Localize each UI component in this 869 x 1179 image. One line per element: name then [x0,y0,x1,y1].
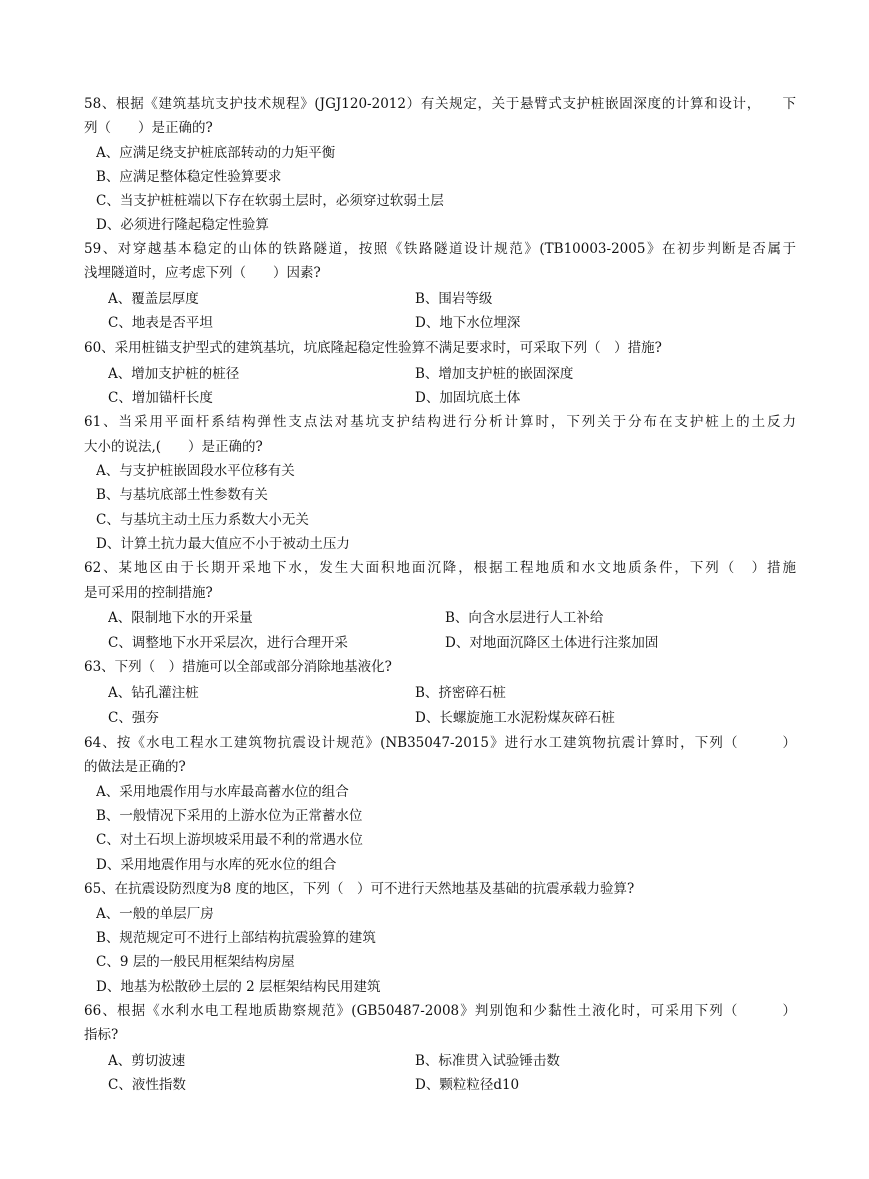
question-64-option-a: A、采用地震作用与水库最高蓄水位的组合 [96,784,349,800]
question-62-option-a: A、限制地下水的开采量 [108,610,253,626]
question-65-option-c: C、9 层的一般民用框架结构房屋 [96,954,295,970]
question-66-option-a: A、剪切波速 [108,1053,186,1069]
question-64-stem-line-2: 的做法是正确的? [84,759,186,775]
question-58-option-c: C、当支护桩桩端以下存在软弱土层时，必须穿过软弱土层 [96,193,444,209]
question-63-option-c: C、强夯 [108,710,159,726]
question-65-stem-line-1: 65、在抗震设防烈度为8 度的地区，下列（ ）可不进行天然地基及基础的抗震承载力验算? [84,881,635,897]
question-60-option-d: D、加固坑底土体 [415,390,521,406]
question-63-stem-line-1: 63、下列（ ）措施可以全部或部分消除地基液化? [84,659,392,675]
question-64-option-d: D、采用地震作用与水库的死水位的组合 [96,857,337,873]
question-58-option-b: B、应满足整体稳定性验算要求 [96,169,282,185]
question-59-option-b: B、围岩等级 [415,291,493,307]
question-64-stem-line-1: 64、按《水电工程水工建筑物抗震设计规范》(NB35047-2015》进行水工建筑物抗震计算时，下列（ ） [84,735,796,751]
question-59-option-a: A、覆盖层厚度 [108,291,199,307]
question-62-stem-line-1: 62、某地区由于长期开采地下水，发生大面积地面沉降，根据工程地质和水文地质条件，下列（ ）措施 [84,560,796,576]
question-61-option-a: A、与支护桩嵌固段水平位移有关 [96,463,295,479]
question-59-option-d: D、地下水位埋深 [415,315,521,331]
question-60-option-a: A、增加支护桩的桩径 [108,366,240,382]
question-66-option-b: B、标准贯入试验锤击数 [415,1053,560,1069]
question-61-stem-line-1: 61、当采用平面杆系结构弹性支点法对基坑支护结构进行分析计算时，下列关于分布在支护桩上的土反力 [84,414,796,430]
question-64-option-b: B、一般情况下采用的上游水位为正常蓄水位 [96,808,363,824]
question-65-option-b: B、规范规定可不进行上部结构抗震验算的建筑 [96,930,376,946]
question-59-stem-line-1: 59、对穿越基本稳定的山体的铁路隧道，按照《铁路隧道设计规范》(TB10003-2005》在初步判断是否属于 [84,241,796,257]
question-62-option-c: C、调整地下水开采层次，进行合理开采 [108,635,348,651]
question-59-stem-line-2: 浅埋隧道时，应考虑下列（ ）因素? [84,265,321,281]
question-61-stem-line-2: 大小的说法,( ）是正确的? [84,439,263,455]
question-66-option-c: C、液性指数 [108,1077,186,1093]
question-59-option-c: C、地表是否平坦 [108,315,213,331]
question-62-stem-line-2: 是可采用的控制措施? [84,585,213,601]
question-62-option-d: D、对地面沉降区土体进行注浆加固 [445,635,659,651]
question-63-option-d: D、长螺旋施工水泥粉煤灰碎石桩 [415,710,615,726]
question-63-option-a: A、钻孔灌注桩 [108,685,199,701]
question-66-stem-line-1: 66、根据《水利水电工程地质勘察规范》(GB50487-2008》判别饱和少黏性土液化时，可采用下列（ ） [84,1003,796,1019]
question-65-option-a: A、一般的单层厂房 [96,906,214,922]
question-58-option-a: A、应满足绕支护桩底部转动的力矩平衡 [96,145,336,161]
question-66-stem-line-2: 指标? [84,1027,119,1043]
question-65-option-d: D、地基为松散砂土层的 2 层框架结构民用建筑 [96,979,381,995]
question-61-option-b: B、与基坑底部土性参数有关 [96,487,268,503]
question-58-option-d: D、必须进行隆起稳定性验算 [96,217,269,233]
question-64-option-c: C、对土石坝上游坝坡采用最不利的常遇水位 [96,832,363,848]
question-60-stem-line-1: 60、采用桩锚支护型式的建筑基坑，坑底隆起稳定性验算不满足要求时，可采取下列（ ）措施? [84,340,662,356]
question-61-option-d: D、计算土抗力最大值应不小于被动土压力 [96,536,350,552]
question-63-option-b: B、挤密碎石桩 [415,685,506,701]
question-66-option-d: D、颗粒粒径d10 [415,1077,520,1093]
question-62-option-b: B、向含水层进行人工补给 [445,610,604,626]
question-58-stem-line-1: 58、根据《建筑基坑支护技术规程》(JGJ120-2012）有关规定，关于悬臂式支护桩嵌固深度的计算和设计， 下 [84,96,796,112]
question-58-stem-line-2: 列（ ）是正确的? [84,120,213,136]
question-60-option-c: C、增加锚杆长度 [108,390,213,406]
question-61-option-c: C、与基坑主动土压力系数大小无关 [96,512,309,528]
question-60-option-b: B、增加支护桩的嵌固深度 [415,366,574,382]
